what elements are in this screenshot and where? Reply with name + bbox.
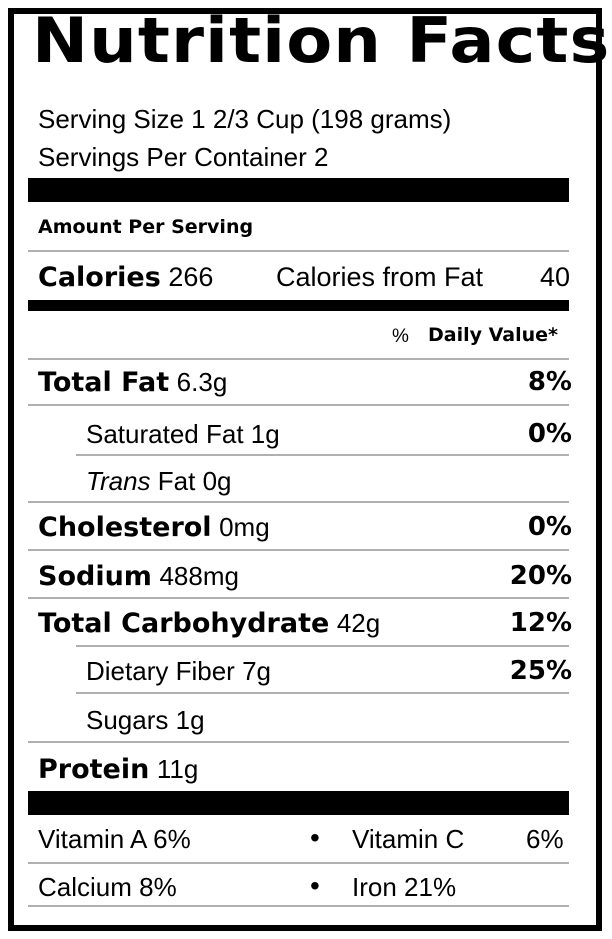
calories-value: 266 xyxy=(168,262,214,292)
divider xyxy=(28,862,569,864)
calcium-value: 8% xyxy=(139,872,177,902)
serving-size: Serving Size 1 2/3 Cup (198 grams) xyxy=(38,104,452,134)
cholesterol-label: Cholesterol xyxy=(38,512,212,543)
dietary-fiber-row xyxy=(86,658,271,684)
iron xyxy=(352,874,456,900)
cholesterol-row xyxy=(38,514,270,541)
sodium-label: Sodium xyxy=(38,561,152,592)
protein-amount: 11g xyxy=(156,754,199,784)
amount-per-serving: Amount Per Serving xyxy=(38,216,254,238)
calories-label: Calories xyxy=(38,262,161,293)
divider xyxy=(28,549,569,551)
divider xyxy=(76,645,569,647)
sugars-amount: 1g xyxy=(175,705,205,735)
iron-label: Iron xyxy=(352,872,397,902)
sugars-row xyxy=(86,707,205,733)
vitamin-c-label: Vitamin C xyxy=(352,824,465,854)
sugars-label: Sugars xyxy=(86,705,169,735)
calories-row xyxy=(38,264,213,291)
protein-row xyxy=(38,756,198,783)
calories-from-fat-value: 40 xyxy=(540,262,571,292)
saturated-fat-amount: 1g xyxy=(250,419,280,449)
total-carbohydrate-row xyxy=(38,610,380,637)
trans-fat-label-italic: Trans xyxy=(86,466,151,496)
calories-from-fat xyxy=(276,264,483,291)
calcium xyxy=(38,874,177,900)
dietary-fiber-dv: 25% xyxy=(509,656,572,686)
sodium-row xyxy=(38,563,239,590)
total-carbohydrate-label: Total Carbohydrate xyxy=(38,608,330,639)
thick-divider-top xyxy=(28,178,569,202)
trans-fat-amount: 0g xyxy=(202,466,232,496)
divider xyxy=(76,692,569,694)
divider xyxy=(28,250,569,252)
dv-header: Daily Value* xyxy=(428,324,558,346)
trans-fat-label: Fat xyxy=(157,466,196,496)
calcium-label: Calcium xyxy=(38,872,132,902)
cholesterol-dv: 0% xyxy=(527,512,572,542)
dv-percent-sign: % xyxy=(392,326,409,347)
divider xyxy=(28,741,569,743)
thick-divider-bottom xyxy=(28,791,569,815)
cholesterol-amount: 0mg xyxy=(219,512,270,542)
sodium-dv: 20% xyxy=(509,561,572,591)
label-title: Nutrition Facts xyxy=(32,4,611,77)
divider xyxy=(76,454,569,456)
medium-divider xyxy=(28,300,569,311)
divider xyxy=(28,597,569,599)
vitamin-a xyxy=(38,826,191,852)
bullet: • xyxy=(310,822,320,853)
total-carbohydrate-amount: 42g xyxy=(336,608,381,638)
total-fat-label: Total Fat xyxy=(38,367,170,398)
divider xyxy=(28,501,569,503)
divider xyxy=(28,358,569,360)
trans-fat-row xyxy=(86,468,232,494)
saturated-fat-row xyxy=(86,421,280,447)
protein-label: Protein xyxy=(38,754,150,785)
dietary-fiber-amount: 7g xyxy=(242,656,271,686)
sodium-amount: 488mg xyxy=(159,561,239,591)
saturated-fat-label: Saturated Fat xyxy=(86,419,244,449)
total-fat-row xyxy=(38,369,227,396)
servings-per-container: Servings Per Container 2 xyxy=(38,142,329,172)
total-fat-dv: 8% xyxy=(527,367,572,397)
divider xyxy=(28,404,569,406)
calories-from-fat-label: Calories from Fat xyxy=(276,262,484,292)
vitamin-a-label: Vitamin A xyxy=(38,824,146,854)
saturated-fat-dv: 0% xyxy=(527,419,572,449)
vitamin-a-value: 6% xyxy=(153,824,191,854)
total-fat-amount: 6.3g xyxy=(176,367,228,397)
divider xyxy=(28,905,569,907)
dietary-fiber-label: Dietary Fiber xyxy=(86,656,235,686)
total-carbohydrate-dv: 12% xyxy=(509,608,572,638)
bullet: • xyxy=(310,870,320,901)
iron-value: 21% xyxy=(404,872,457,902)
vitamin-c-value: 6% xyxy=(526,824,564,854)
